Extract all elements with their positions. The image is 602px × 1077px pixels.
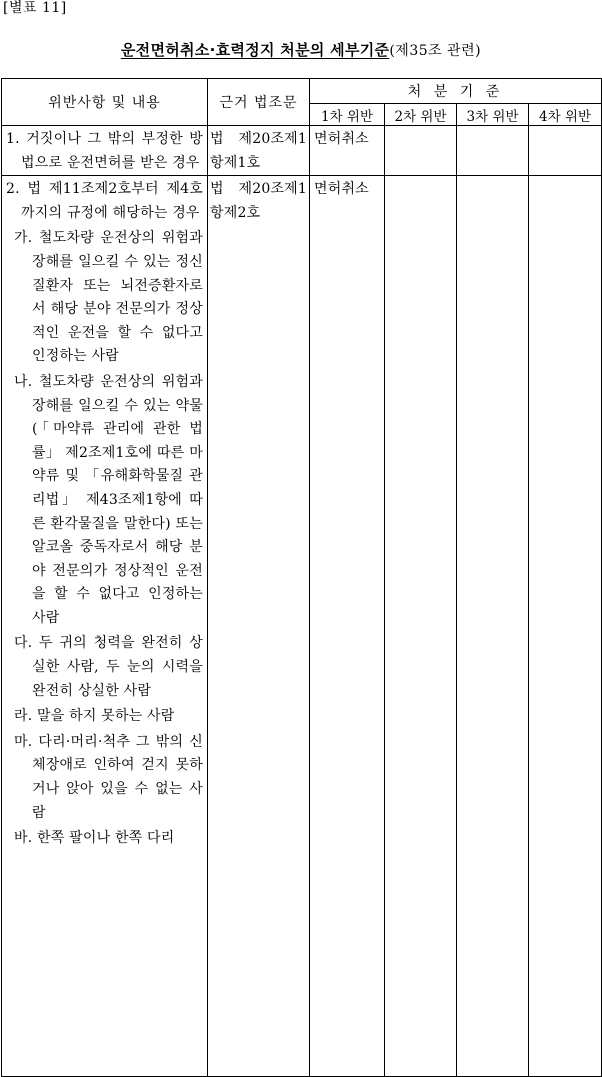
header-violation: 위반사항 및 내용 — [2, 79, 208, 126]
annex-label: [별표 11] — [3, 0, 67, 16]
fourth-penalty — [529, 176, 601, 178]
sub-item-ba: 바. 한쪽 팔이나 한쪽 다리 — [14, 830, 175, 847]
first-penalty: 면허취소 — [314, 131, 369, 147]
table-row — [2, 176, 602, 1077]
second-penalty — [385, 176, 456, 178]
header-criteria: 처 분 기 준 — [310, 79, 602, 104]
violation-text: 1. 거짓이나 그 밖의 부정한 방법으로 운전면허를 받은 경우 — [6, 131, 203, 171]
violation-text: 2. 법 제11조제2호부터 제4호까지의 규정에 해당하는 경우 — [6, 181, 203, 221]
first-penalty: 면허취소 — [314, 181, 369, 198]
third-penalty — [457, 126, 528, 128]
header-third: 3차 위반 — [457, 104, 529, 126]
sub-item-ga: 가. 철도차량 운전상의 위험과 장해를 일으킬 수 있는 정신질환자 또는 뇌전증환자로서 해당 분야 전문의가 정상적인 운전을 할 수 없다고 인정하는 사람 — [14, 230, 203, 365]
sub-item-na: 나. 철도차량 운전상의 위험과 장해를 일으킬 수 있는 약물(「마약류 관리에 관한 법률」 제2조제1호에 따른 마약류 및 「유해화학물질 관리법」 제43조제1항에 따른 환각물질을 말한다) 또는 알코올 중독자로서 해당 분야 전문의가 정상적인 운전을 할 수 없다고 인정하는 사람 — [14, 373, 203, 626]
header-fourth: 4차 위반 — [529, 104, 602, 126]
fourth-penalty — [529, 126, 601, 128]
header-basis: 근거 법조문 — [208, 79, 310, 126]
table-row — [2, 126, 602, 176]
document-title — [0, 40, 602, 61]
third-penalty — [457, 176, 528, 178]
basis-text: 법 제20조제1항제1호 — [210, 131, 307, 171]
sub-item-da: 다. 두 귀의 청력을 완전히 상실한 사람, 두 눈의 시력을 완전히 상실한 사람 — [14, 635, 203, 699]
header-second: 2차 위반 — [385, 104, 457, 126]
header-first: 1차 위반 — [310, 104, 385, 126]
basis-text: 법 제20조제1항제2호 — [210, 181, 307, 221]
sub-item-ra: 라. 말을 하지 못하는 사람 — [14, 708, 175, 725]
criteria-table — [1, 78, 602, 1077]
sub-item-ma: 마. 다리·머리·척추 그 밖의 신체장애로 인하여 걷지 못하거나 앉아 있을 수 없는 사람 — [14, 733, 203, 821]
second-penalty — [385, 126, 456, 128]
title-main: 운전면허취소·효력정지 처분의 세부기준 — [120, 41, 390, 59]
title-note: (제35조 관련) — [389, 43, 482, 59]
